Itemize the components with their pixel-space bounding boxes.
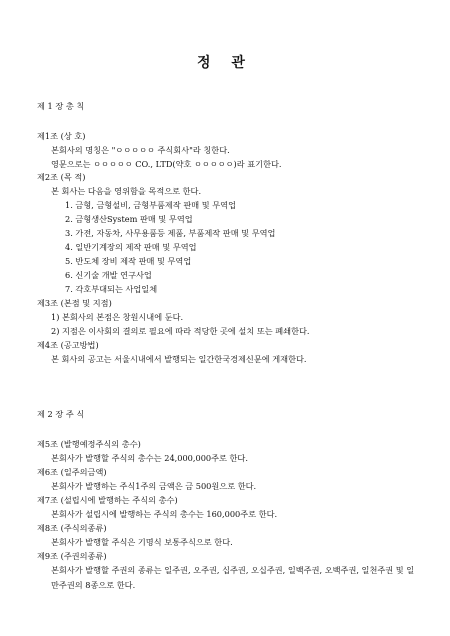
article-title: 제5조 (발행예정주식의 총수): [37, 439, 141, 449]
article-text: 영문으로는 ㅇㅇㅇㅇㅇ CO., LTD(약호 ㅇㅇㅇㅇㅇ)라 표기한다.: [51, 159, 282, 169]
article-title: 제2조 (목 적): [37, 172, 86, 182]
article-text: 본회사가 설립시에 발행하는 주식의 총수는 160,000주로 한다.: [51, 509, 278, 519]
article-text: 본 회사는 다음을 영위함을 목적으로 한다.: [51, 186, 202, 196]
article-title: 제7조 (설립시에 발행하는 주식의 총수): [37, 495, 178, 505]
list-item: 2. 금형생산System 판매 및 무역업: [65, 214, 193, 224]
list-item: 7. 각호부대되는 사업일체: [65, 284, 158, 294]
article-text: 본회사가 발행할 주권의 종류는 일주권, 오주권, 십주권, 오십주권, 일백주권, 오백주권, 일천주권 및 일만주권의 8종으로 한다.: [51, 565, 415, 590]
list-item: 6. 신기술 개발 연구사업: [65, 270, 152, 280]
article-text: 2) 지점은 이사회의 결의로 필요에 따라 적당한 곳에 설치 또는 폐쇄한다.: [51, 326, 310, 336]
article-text: 본회사의 명칭은 "ㅇㅇㅇㅇㅇ 주식회사"라 칭한다.: [51, 145, 230, 155]
list-item: 3. 가전, 자동차, 사무용품등 제품, 부품제작 판매 및 무역업: [65, 228, 276, 238]
article-text: 본회사가 발행할 주식은 기명식 보통주식으로 한다.: [51, 537, 233, 547]
list-item: 5. 반도체 장비 제작 판매 및 무역업: [65, 256, 192, 266]
article-title: 제4조 (공고방법): [37, 340, 99, 350]
article-text: 본회사가 발행할 주식의 총수는 24,000,000주로 한다.: [51, 453, 248, 463]
article-text: 본회사가 발행하는 주식1주의 금액은 금 500원으로 한다.: [51, 481, 257, 491]
document-title: 정 관: [197, 55, 253, 71]
article-title: 제1조 (상 호): [37, 131, 86, 141]
article-title: 제9조 (주권의종류): [37, 551, 107, 561]
list-item: 4. 일반기계장의 제작 판매 및 무역업: [65, 242, 197, 252]
chapter-heading: 제 2 장 주 식: [37, 409, 85, 419]
article-title: 제3조 (본점 및 지점): [37, 298, 112, 308]
list-item: 1. 금형, 금형설비, 금형부품제작 판매 및 무역업: [65, 200, 236, 210]
article-title: 제6조 (일주의금액): [37, 467, 107, 477]
article-title: 제8조 (주식의종류): [37, 523, 107, 533]
chapter-heading: 제 1 장 총 칙: [37, 101, 85, 111]
article-text: 본 회사의 공고는 서울시내에서 발행되는 일간한국경제신문에 게재한다.: [51, 354, 307, 364]
article-text: 1) 본회사의 본점은 창원시내에 둔다.: [51, 312, 184, 322]
